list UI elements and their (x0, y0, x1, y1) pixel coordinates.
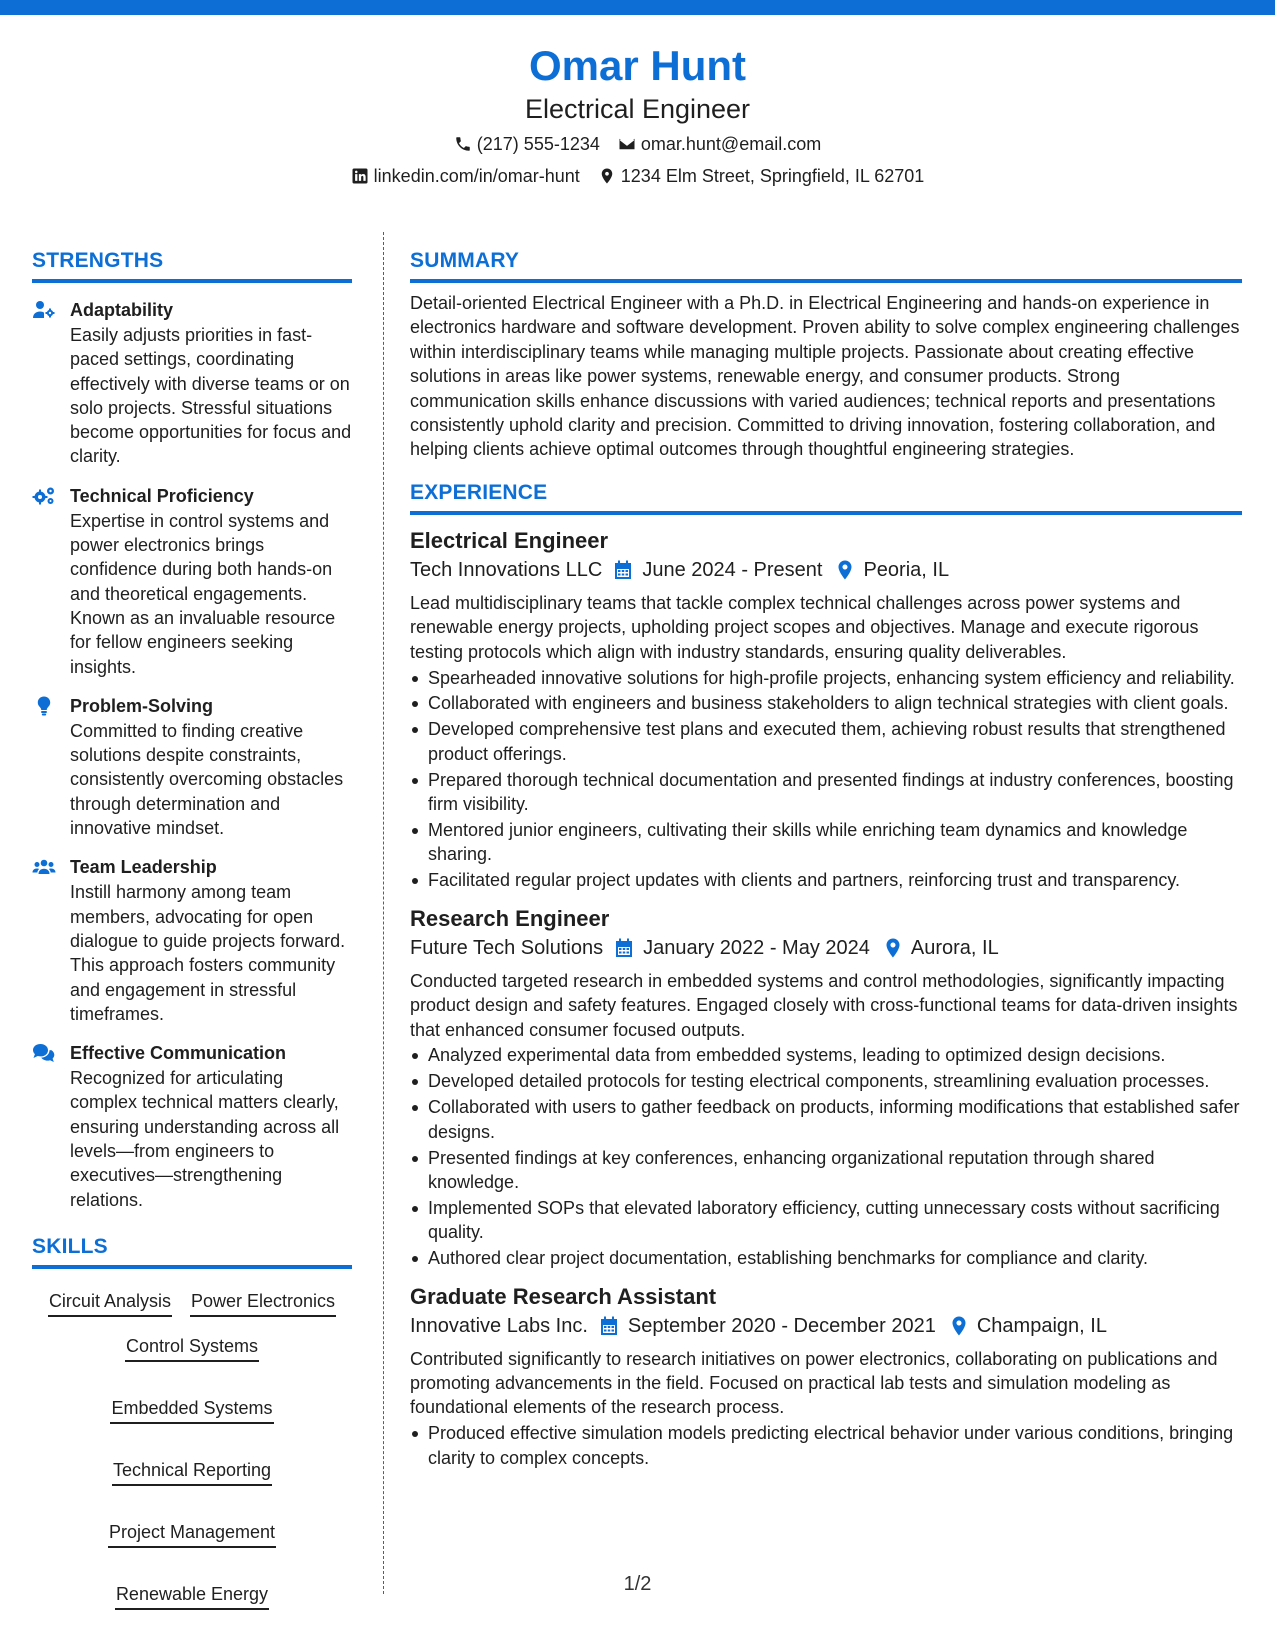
job-bullets (410, 666, 1242, 893)
strength-name: Problem-Solving (70, 695, 214, 716)
job-dates: January 2022 - May 2024 (643, 936, 870, 959)
linkedin-text: linkedin.com/in/omar-hunt (373, 166, 580, 186)
company-name: Future Tech Solutions (410, 936, 604, 959)
skill-tag: Embedded Systems (110, 1396, 273, 1424)
bullet-item: Implemented SOPs that elevated laboratory efficiency, cutting unnecessary costs without sacrificing quality. (410, 1196, 1242, 1245)
contact-row-1 (0, 132, 1275, 156)
job-title: Research Engineer (410, 905, 610, 931)
user-gear-icon (32, 300, 56, 320)
phone-icon (454, 135, 472, 153)
map-pin-icon (598, 167, 616, 185)
contact-row-2 (0, 164, 1275, 188)
column-divider (383, 232, 384, 1594)
strength-item (32, 694, 352, 840)
skill-tag: Circuit Analysis (48, 1289, 172, 1317)
company-name: Tech Innovations LLC (410, 558, 603, 581)
bullet-item: Facilitated regular project updates with clients and partners, reinforcing trust and transparency. (410, 868, 1242, 892)
job-entry (410, 905, 1242, 1271)
bullet-item: Developed detailed protocols for testing electrical components, streamlining evaluation processes. (410, 1069, 1242, 1093)
strength-name: Effective Communication (70, 1043, 287, 1064)
email-contact[interactable] (618, 132, 821, 156)
job-meta (410, 1313, 1242, 1339)
skill-tag: Renewable Energy (115, 1582, 269, 1610)
job-location: Champaign, IL (976, 1314, 1107, 1337)
resume-header (0, 40, 1275, 188)
bullet-item: Presented findings at key conferences, enhancing organizational reputation through shared knowledge. (410, 1146, 1242, 1195)
strength-name: Team Leadership (70, 857, 217, 878)
job-location: Aurora, IL (910, 936, 999, 959)
email-text: omar.hunt@email.com (640, 134, 822, 154)
page-number: 1/2 (623, 1573, 652, 1595)
map-pin-icon (884, 938, 902, 958)
phone-text: (217) 555-1234 (476, 134, 600, 154)
bullet-item: Mentored junior engineers, cultivating their skills while enriching team dynamics and knowledge sharing. (410, 818, 1242, 867)
job-description: Lead multidisciplinary teams that tackle complex technical challenges across power systems and renewable energy projects, upholding project scopes and objectives. Manage and execute rigorous testing protocols which align with industry standards, ensuring quality deliverables. (410, 592, 1199, 662)
strength-description: Easily adjusts priorities in fast-paced settings, coordinating effectively with diverse teams or on solo projects. Stressful situations become opportunities for focus and clarity. (70, 325, 352, 467)
skill-tag: Control Systems (125, 1334, 259, 1362)
job-entry (410, 527, 1242, 893)
strength-description: Recognized for articulating complex technical matters clearly, ensuring understanding across all levels—from engineers to executives—strengthening relations. (70, 1068, 340, 1210)
linkedin-contact[interactable] (351, 164, 580, 188)
linkedin-icon (351, 167, 369, 185)
bullet-item: Prepared thorough technical documentation and presented findings at industry conferences, boosting firm visibility. (410, 768, 1242, 817)
job-meta (410, 935, 1242, 961)
strength-item (32, 1041, 352, 1212)
experience-heading: EXPERIENCE (410, 480, 1242, 515)
strength-name: Technical Proficiency (70, 485, 254, 506)
skill-tag: Power Electronics (190, 1289, 336, 1317)
job-dates: September 2020 - December 2021 (627, 1314, 936, 1337)
strength-item (32, 484, 352, 679)
comments-icon (32, 1043, 56, 1063)
bullet-item: Developed comprehensive test plans and executed them, achieving robust results that strengthened product offerings. (410, 717, 1242, 766)
bullet-item: Authored clear project documentation, establishing benchmarks for compliance and clarity. (410, 1246, 1242, 1270)
job-dates: June 2024 - Present (642, 558, 823, 581)
job-description: Conducted targeted research in embedded systems and control methodologies, significantly impacting product design and safety features. Engaged closely with cross-functional teams for data-driven insights that enhanced consumer focused outputs. (410, 970, 1238, 1040)
candidate-title: Electrical Engineer (524, 94, 751, 124)
job-entry (410, 1283, 1242, 1471)
strength-name: Adaptability (70, 300, 174, 320)
company-name: Innovative Labs Inc. (410, 1314, 588, 1337)
strength-description: Instill harmony among team members, advocating for open dialogue to guide projects forward. This approach fosters community and engagement in stressful timeframes. (70, 882, 346, 1024)
strength-item (32, 855, 352, 1026)
bullet-item: Analyzed experimental data from embedded systems, leading to optimized design decisions. (410, 1043, 1242, 1067)
bullet-item: Collaborated with engineers and business stakeholders to align technical strategies with client goals. (410, 691, 1242, 715)
job-bullets (410, 1043, 1242, 1270)
skills-list (32, 1289, 352, 1610)
skills-heading: SKILLS (32, 1234, 352, 1269)
job-description: Contributed significantly to research initiatives on power electronics, collaborating on publications and promoting advancements in the field. Focused on practical lab tests and simulation modeling as foundational elements of the research process. (410, 1348, 1218, 1418)
bullet-item: Collaborated with users to gather feedback on products, informing modifications that established safer designs. (410, 1095, 1242, 1144)
job-location: Peoria, IL (863, 558, 950, 581)
users-icon (32, 857, 56, 877)
right-column (410, 248, 1242, 1470)
address-contact (598, 164, 925, 188)
strengths-heading: STRENGTHS (32, 248, 352, 283)
bullet-item: Produced effective simulation models predicting electrical behavior under various conditions, bringing clarity to complex concepts. (410, 1421, 1242, 1470)
top-accent-bar (0, 0, 1275, 15)
skill-tag: Technical Reporting (112, 1458, 272, 1486)
strength-item (32, 298, 352, 469)
job-meta (410, 557, 1242, 583)
candidate-name: Omar Hunt (528, 42, 746, 89)
left-column (32, 248, 352, 1610)
envelope-icon (618, 135, 636, 153)
map-pin-icon (836, 560, 854, 580)
gears-icon (32, 486, 56, 506)
calendar-icon (600, 1316, 618, 1336)
bullet-item: Spearheaded innovative solutions for high-profile projects, enhancing system efficiency and reliability. (410, 666, 1242, 690)
strength-description: Expertise in control systems and power electronics brings confidence during both hands-on and theoretical engagements. Known as an invaluable resource for fellow engineers seeking insights. (70, 510, 336, 677)
phone-contact[interactable] (454, 132, 600, 156)
job-title: Electrical Engineer (410, 527, 609, 553)
lightbulb-icon (32, 696, 56, 716)
job-bullets (410, 1421, 1242, 1470)
calendar-icon (615, 938, 633, 958)
calendar-icon (614, 560, 632, 580)
skill-tag: Project Management (108, 1520, 276, 1548)
address-text: 1234 Elm Street, Springfield, IL 62701 (620, 166, 925, 186)
job-title: Graduate Research Assistant (410, 1283, 717, 1309)
strength-description: Committed to finding creative solutions despite constraints, consistently overcoming obstacles through determination and innovative mindset. (70, 720, 344, 839)
summary-text: Detail-oriented Electrical Engineer with a Ph.D. in Electrical Engineering and hands-on experience in electronics hardware and software development. Proven ability to solve complex engineering challenges within interdisciplinary teams while managing multiple projects. Passionate about creating effective solutions in areas like power systems, renewable energy, and consumer products. Strong communication skills enhance discussions with varied audiences; technical reports and presentations consistently uphold clarity and precision. Committed to driving innovation, fostering collaboration, and helping clients achieve optimal outcomes through thoughtful engineering strategies. (410, 293, 1240, 460)
map-pin-icon (950, 1316, 968, 1336)
summary-heading: SUMMARY (410, 248, 1242, 283)
